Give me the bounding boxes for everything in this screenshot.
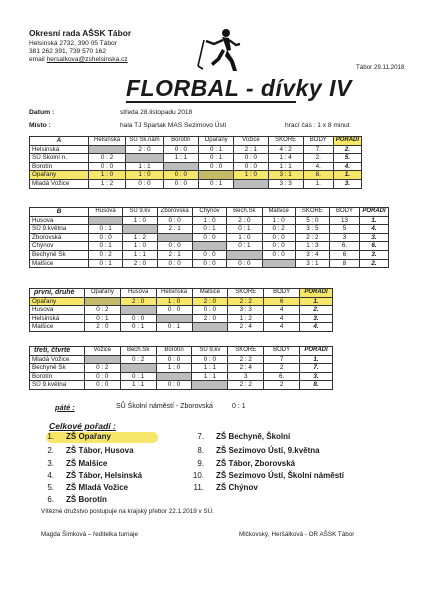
score-cell: 0 : 0 [262, 250, 295, 259]
points: 6. [264, 372, 300, 381]
rank: 3. [300, 314, 333, 323]
col-header: BODY [264, 347, 300, 356]
diagonal-cell [123, 225, 157, 234]
total-score: 1 : 1 [268, 162, 303, 171]
score-cell: 2 : 0 [192, 297, 228, 306]
points: 4 [264, 323, 300, 332]
team-name: Chýnov [30, 242, 89, 251]
points: 4 [264, 306, 300, 315]
score-cell: 0 : 0 [192, 233, 226, 242]
table-row [30, 372, 333, 381]
standing-team: ZŠ Chýnov [216, 483, 258, 492]
score-cell: 0 : 0 [84, 381, 120, 390]
standing-rank: 9. [197, 459, 204, 468]
org-phones: 381 262 391, 739 570 162 [29, 48, 107, 55]
standing-team: ZŠ Sezimovo Ústí, 9.května [216, 446, 320, 455]
standing-item [34, 495, 107, 504]
score-cell: 0 : 2 [262, 225, 295, 234]
standing-team: ZŠ Mladá Vožice [66, 483, 129, 492]
table-row [30, 250, 389, 259]
standing-rank: 1. [47, 432, 54, 441]
rank: 7. [300, 364, 333, 373]
total-score: 1 : 4 [268, 154, 303, 163]
team-name: Bechyně Šk [30, 250, 89, 259]
score-cell: 1 : 1 [163, 154, 198, 163]
table-header-row [30, 347, 333, 356]
score-cell: 0 : 0 [227, 259, 262, 268]
col-header: BODY [264, 289, 300, 298]
fifth-place-score: 0 : 1 [232, 403, 246, 410]
score-cell: 0 : 1 [199, 179, 234, 188]
score-cell: 1 : 0 [156, 297, 192, 306]
team-name: Mladá Vožice [30, 179, 89, 188]
rank: 2. [333, 145, 361, 154]
standing-item [34, 446, 134, 455]
score-cell: 0 : 0 [192, 250, 226, 259]
points: 7 [264, 355, 300, 364]
table-row [30, 364, 333, 373]
standing-rank: 7. [197, 432, 204, 441]
col-header: POŘADÍ [360, 208, 389, 217]
points: 6 [264, 297, 300, 306]
total-score: 3 : 1 [295, 259, 329, 268]
group-b-table [29, 207, 389, 268]
col-header: Opařany [84, 289, 120, 298]
total-score: 2 : 4 [228, 364, 264, 373]
score-cell: 0 : 1 [199, 145, 234, 154]
col-header: SŮ Šk.nám [126, 137, 163, 146]
score-cell: 0 : 1 [227, 242, 262, 251]
standing-rank: 6. [47, 495, 54, 504]
standing-item [184, 432, 290, 441]
col-header: SKORE [228, 347, 264, 356]
col-header: Zborovská [157, 208, 192, 217]
total-score: 4 : 2 [268, 145, 303, 154]
table-row-highlighted [30, 297, 333, 306]
team-name: Mladá Vožice [30, 355, 85, 364]
rank: 6. [360, 242, 389, 251]
score-cell: 1 : 0 [234, 171, 268, 180]
score-cell: 2 : 1 [157, 225, 192, 234]
datum-value: středa 28.listopadu 2018 [120, 109, 193, 116]
diagonal-cell [262, 259, 295, 268]
standing-team: ZŠ Tábor, Zborovská [216, 459, 296, 468]
score-cell: 0 : 0 [84, 372, 120, 381]
score-cell: 0 : 2 [84, 306, 120, 315]
score-cell: 1 : 0 [227, 233, 262, 242]
team-name: Borotín [30, 162, 89, 171]
rank: 3. [333, 179, 361, 188]
total-score: 2 : 2 [228, 297, 264, 306]
total-score: 1 : 3 [295, 242, 329, 251]
standing-team: ZŠ Borotín [66, 495, 107, 504]
standing-item [184, 471, 344, 480]
diagonal-cell [156, 314, 192, 323]
score-cell: 0 : 0 [157, 259, 192, 268]
table-row [30, 381, 333, 390]
org-name: Okresní rada AŠSK Tábor [29, 28, 132, 38]
score-cell: 0 : 2 [88, 250, 122, 259]
diagonal-cell [88, 145, 125, 154]
score-cell: 1 : 0 [123, 242, 157, 251]
col-header: Helsinská [88, 137, 125, 146]
table-row [30, 306, 333, 315]
standing-rank: 3. [47, 459, 54, 468]
standing-item [184, 459, 295, 468]
score-cell: 0 : 1 [88, 225, 122, 234]
col-header: SŮ 9.kv [192, 347, 228, 356]
table-header-row [30, 289, 333, 298]
team-name: Husova [30, 216, 89, 225]
diagonal-cell [88, 216, 122, 225]
table-row [30, 162, 362, 171]
standing-team: ZŠ Tábor, Husova [66, 446, 134, 455]
team-name: Helsinská [30, 145, 89, 154]
score-cell: 0 : 2 [84, 364, 120, 373]
standing-team: ZŠ Tábor, Helsinská [66, 471, 143, 480]
col-header: Malšice [262, 208, 295, 217]
game-time: hrací čas : 1 x 8 minut [285, 122, 350, 129]
col-header: Husova [120, 289, 156, 298]
score-cell: 0 : 0 [234, 154, 268, 163]
score-cell: 0 : 0 [88, 162, 125, 171]
score-cell: 0 : 0 [262, 242, 295, 251]
score-cell: 1 : 1 [123, 250, 157, 259]
col-header: BODY [330, 208, 360, 217]
misto-value: hala TJ Spartak MAS Sezimovo Ústí [120, 122, 227, 129]
table-row [30, 259, 389, 268]
score-cell: 0 : 1 [156, 323, 192, 332]
rank: 4. [360, 225, 389, 234]
points: 2 [264, 364, 300, 373]
points: 2. [303, 154, 333, 163]
col-header: Helsinská [156, 289, 192, 298]
diagonal-cell [163, 162, 198, 171]
col-header: Vožice [234, 137, 268, 146]
standing-item [34, 459, 107, 468]
score-cell: 0 : 1 [84, 314, 120, 323]
standing-item [34, 432, 111, 441]
standing-team: ZŠ Malšice [66, 459, 108, 468]
score-cell: 1 : 0 [262, 216, 295, 225]
rank: 8. [300, 381, 333, 390]
score-cell: 0 : 1 [88, 242, 122, 251]
rank: 4. [300, 323, 333, 332]
floorball-player-logo [196, 28, 246, 73]
col-header: Bech.Šk [227, 208, 262, 217]
score-cell: 2 : 0 [84, 323, 120, 332]
rank: 1. [300, 355, 333, 364]
total-score: 3 : 3 [228, 306, 264, 315]
team-name: Borotín [30, 372, 85, 381]
team-name: Opařany [30, 171, 89, 180]
score-cell: 1 : 1 [192, 364, 228, 373]
col-header: Vožice [84, 347, 120, 356]
points: 8. [303, 171, 333, 180]
score-cell: 0 : 0 [156, 381, 192, 390]
document-title: FLORBAL - dívky IV [126, 75, 352, 101]
table-row-highlighted [30, 171, 362, 180]
col-header: SŮ 9.kv [123, 208, 157, 217]
standing-rank: 8. [197, 446, 204, 455]
table-row [30, 154, 362, 163]
places-3-4-table [29, 346, 333, 390]
score-cell: 0 : 0 [199, 162, 234, 171]
rank: 1. [300, 297, 333, 306]
standing-item [184, 483, 258, 492]
col-header: Chýnov [192, 208, 226, 217]
total-score: 2 : 4 [228, 323, 264, 332]
points: 5 [330, 225, 360, 234]
organizers: Mlčkovský, Heršálková - OR AŠSK Tábor [239, 531, 355, 538]
table-row [30, 233, 389, 242]
diagonal-cell [157, 233, 192, 242]
table-row [30, 216, 389, 225]
col-header: POŘADÍ [300, 289, 333, 298]
group-label: B [30, 208, 89, 217]
group-a-table [29, 136, 362, 189]
table-row [30, 355, 333, 364]
points: 7. [303, 145, 333, 154]
score-cell: 1 : 0 [126, 171, 163, 180]
group-label: A [30, 137, 89, 146]
standing-rank: 5. [47, 483, 54, 492]
section-label: první, druhé [30, 289, 85, 298]
diagonal-cell [120, 306, 156, 315]
score-cell: 0 : 0 [157, 216, 192, 225]
section-label: třetí, čtvrté [30, 347, 85, 356]
score-cell: 1 : 2 [123, 233, 157, 242]
score-cell: 0 : 0 [192, 355, 228, 364]
score-cell: 1 : 2 [88, 179, 125, 188]
total-score: 2 : 2 [228, 355, 264, 364]
score-cell: 0 : 0 [157, 242, 192, 251]
score-cell: 0 : 1 [120, 372, 156, 381]
total-score: 5 : 0 [295, 216, 329, 225]
email-address[interactable]: hersalkova@zshelsinska.cz [46, 56, 128, 63]
points: 1. [303, 179, 333, 188]
points: 3 [330, 233, 360, 242]
diagonal-cell [227, 250, 262, 259]
place-date: Tábor 29.11.2018 [356, 64, 405, 71]
places-1-2-table [29, 288, 333, 332]
score-cell: 1 : 1 [192, 372, 228, 381]
total-score: 2 : 2 [295, 233, 329, 242]
title-underline [126, 101, 296, 103]
diagonal-cell [156, 372, 192, 381]
misto-label: Místo : [29, 122, 51, 129]
score-cell: 0 : 0 [126, 179, 163, 188]
team-name: Opařany [30, 297, 85, 306]
team-name: SŮ Školní n. [30, 154, 89, 163]
total-score: 3 : 5 [295, 225, 329, 234]
score-cell: 0 : 1 [227, 225, 262, 234]
table-row [30, 145, 362, 154]
rank: 3. [360, 233, 389, 242]
table-row [30, 179, 362, 188]
score-cell: 2 : 0 [126, 145, 163, 154]
score-cell: 0 : 1 [199, 154, 234, 163]
total-score: 3 : 4 [295, 250, 329, 259]
rank: 2. [300, 306, 333, 315]
standing-rank: 4. [47, 471, 54, 480]
total-score: 1 : 2 [228, 314, 264, 323]
total-score: 2 : 2 [228, 381, 264, 390]
score-cell: 0 : 0 [163, 171, 198, 180]
overall-standings-title: Celkové pořadí : [49, 421, 116, 431]
diagonal-cell [84, 355, 120, 364]
team-name: Malšice [30, 323, 85, 332]
tournament-director: Magda Šimková – ředitelka turnaje [41, 531, 138, 538]
rank: 1. [333, 171, 361, 180]
total-score: 3 : 3 [268, 179, 303, 188]
team-name: Helsinská [30, 314, 85, 323]
score-cell: 1 : 0 [156, 364, 192, 373]
diagonal-cell [192, 323, 228, 332]
team-name: Bechyně Šk [30, 364, 85, 373]
score-cell: 0 : 0 [262, 233, 295, 242]
team-name: Malšice [30, 259, 89, 268]
score-cell: 0 : 2 [88, 154, 125, 163]
col-header: POŘADÍ [300, 347, 333, 356]
rank: 3. [360, 250, 389, 259]
score-cell: 1 : 1 [126, 162, 163, 171]
points: 2 [264, 381, 300, 390]
standing-item [34, 483, 128, 492]
score-cell: 0 : 0 [192, 259, 226, 268]
col-header: POŘADÍ [333, 137, 361, 146]
points: 13 [330, 216, 360, 225]
standing-rank: 2. [47, 446, 54, 455]
score-cell: 0 : 1 [192, 225, 226, 234]
table-row [30, 225, 389, 234]
score-cell: 0 : 2 [120, 355, 156, 364]
team-name: Husova [30, 306, 85, 315]
table-row [30, 323, 333, 332]
score-cell: 2 : 1 [157, 250, 192, 259]
rank: 5. [333, 154, 361, 163]
col-header: Malšice [192, 289, 228, 298]
score-cell: 0 : 1 [88, 259, 122, 268]
rank: 2. [360, 259, 389, 268]
standing-team: ZŠ Bechyně, Školní [216, 432, 291, 441]
score-cell: 0 : 1 [120, 323, 156, 332]
points: 6 [330, 250, 360, 259]
points: 8 [330, 259, 360, 268]
team-name: SŮ 9.května [30, 225, 89, 234]
diagonal-cell [84, 297, 120, 306]
org-email [29, 56, 128, 64]
diagonal-cell [234, 179, 268, 188]
diagonal-cell [199, 171, 234, 180]
fifth-place-label: páté : [55, 403, 75, 412]
rank: 4. [333, 162, 361, 171]
score-cell: 0 : 0 [156, 306, 192, 315]
score-cell: 1 : 0 [123, 216, 157, 225]
rank: 1. [360, 216, 389, 225]
col-header: Husova [88, 208, 122, 217]
points: 6. [330, 242, 360, 251]
standing-team: ZŠ Opařany [66, 432, 111, 441]
diagonal-cell [126, 154, 163, 163]
team-name: SŮ 9.května [30, 381, 85, 390]
table-row [30, 314, 333, 323]
diagonal-cell [192, 242, 226, 251]
org-address: Helsinská 2732, 390 05 Tábor [29, 40, 117, 47]
standing-team: ZŠ Sezimovo Ústí, Školní náměstí [216, 471, 345, 480]
standing-rank: 11. [193, 483, 204, 492]
table-header-row [30, 137, 362, 146]
score-cell: 0 : 0 [163, 179, 198, 188]
score-cell: 2 : 0 [192, 314, 228, 323]
standing-rank: 10. [192, 471, 204, 480]
col-header: SKORE [295, 208, 329, 217]
diagonal-cell [192, 381, 228, 390]
score-cell: 0 : 0 [120, 314, 156, 323]
standing-item [184, 446, 320, 455]
standing-item [34, 471, 142, 480]
score-cell: 0 : 0 [163, 145, 198, 154]
score-cell: 0 : 0 [234, 162, 268, 171]
col-header: SKORE [268, 137, 303, 146]
points: 4 [264, 314, 300, 323]
col-header: Borotín [163, 137, 198, 146]
col-header: Opařany [199, 137, 234, 146]
score-cell: 0 : 0 [192, 306, 228, 315]
email-label: email [29, 56, 45, 63]
team-name: Zborovská [30, 233, 89, 242]
score-cell: 2 : 0 [120, 297, 156, 306]
col-header: Bech.Šk [120, 347, 156, 356]
col-header: SKORE [228, 289, 264, 298]
rank: 3. [300, 372, 333, 381]
col-header: Borotín [156, 347, 192, 356]
score-cell: 2 : 1 [234, 145, 268, 154]
qualification-note: Vítězné družstvo postupuje na krajský přebor 22.1.2019 v SÚ. [41, 508, 214, 515]
score-cell: 2 : 0 [123, 259, 157, 268]
score-cell: 1 : 0 [192, 216, 226, 225]
score-cell: 0 : 0 [88, 233, 122, 242]
table-row [30, 242, 389, 251]
datum-label: Datum : [29, 109, 55, 116]
score-cell: 0 : 0 [156, 355, 192, 364]
diagonal-cell [120, 364, 156, 373]
total-score: 3 [228, 372, 264, 381]
score-cell: 2 : 0 [227, 216, 262, 225]
total-score: 3 : 1 [268, 171, 303, 180]
score-cell: 1 : 0 [88, 171, 125, 180]
col-header: BODY [303, 137, 333, 146]
points: 4. [303, 162, 333, 171]
score-cell: 1 : 1 [120, 381, 156, 390]
table-header-row [30, 208, 389, 217]
fifth-place-match: SŮ Školní náměstí - Zborovská [116, 403, 213, 410]
